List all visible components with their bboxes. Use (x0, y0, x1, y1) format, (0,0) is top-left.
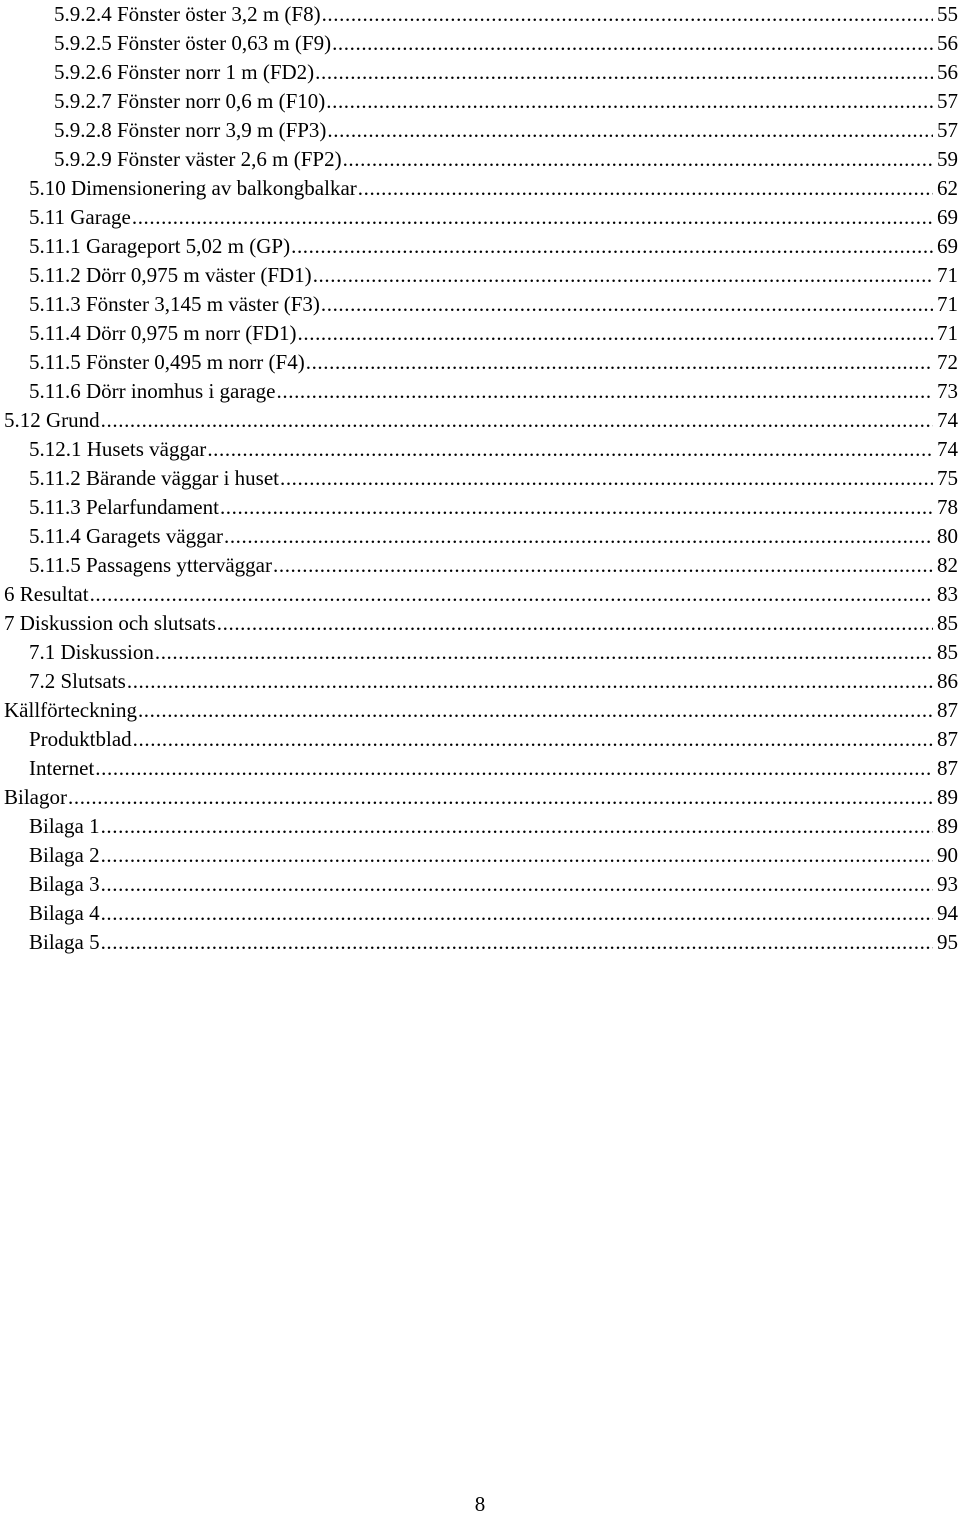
toc-dot-leader (138, 696, 933, 725)
toc-dot-leader (280, 464, 933, 493)
toc-dot-leader (291, 232, 933, 261)
toc-entry-title: 5.11.3 Pelarfundament (29, 495, 219, 519)
toc-entry[interactable] (4, 580, 958, 609)
toc-entry-page: 78 (937, 495, 958, 519)
toc-dot-leader (95, 754, 933, 783)
toc-dot-leader (315, 58, 933, 87)
toc-entry-title: 5.11.5 Passagens ytterväggar (29, 553, 272, 577)
toc-entry-page: 57 (937, 118, 958, 142)
toc-dot-leader (101, 841, 933, 870)
toc-entry[interactable] (29, 464, 958, 493)
toc-entry[interactable] (29, 377, 958, 406)
toc-dot-leader (321, 290, 933, 319)
toc-entry[interactable] (54, 29, 958, 58)
toc-dot-leader (326, 87, 933, 116)
toc-entry[interactable] (54, 58, 958, 87)
toc-entry-title: Bilagor (4, 785, 67, 809)
page-number: 8 (474, 1492, 486, 1516)
toc-dot-leader (217, 609, 933, 638)
toc-entry[interactable] (29, 638, 958, 667)
toc-entry-title: 5.11.3 Fönster 3,145 m väster (F3) (29, 292, 320, 316)
toc-entry-title: 5.9.2.7 Fönster norr 0,6 m (F10) (54, 89, 326, 113)
toc-entry-title: 5.11.6 Dörr inomhus i garage (29, 379, 276, 403)
toc-entry-page: 87 (937, 727, 958, 751)
toc-entry-title: Bilaga 5 (29, 930, 100, 954)
toc-entry-page: 85 (937, 611, 958, 635)
toc-entry[interactable] (29, 928, 958, 957)
toc-dot-leader (277, 377, 933, 406)
toc-entry-page: 71 (937, 321, 958, 345)
toc-entry[interactable] (4, 783, 958, 812)
toc-entry[interactable] (54, 116, 958, 145)
toc-entry-title: Bilaga 3 (29, 872, 100, 896)
toc-entry-page: 55 (937, 2, 958, 26)
toc-entry-title: Internet (29, 756, 95, 780)
toc-entry-title: 5.9.2.9 Fönster väster 2,6 m (FP2) (54, 147, 342, 171)
toc-entry-title: 5.11.1 Garageport 5,02 m (GP) (29, 234, 291, 258)
toc-entry[interactable] (4, 696, 958, 725)
toc-entry-page: 74 (937, 408, 958, 432)
toc-entry[interactable] (29, 174, 958, 203)
toc-entry-title: 5.11 Garage (29, 205, 131, 229)
toc-entry-page: 93 (937, 872, 958, 896)
toc-entry[interactable] (54, 145, 958, 174)
toc-dot-leader (306, 348, 933, 377)
toc-entry-page: 89 (937, 785, 958, 809)
toc-entry-page: 69 (937, 234, 958, 258)
toc-entry-title: 5.9.2.6 Fönster norr 1 m (FD2) (54, 60, 315, 84)
toc-entry-page: 94 (937, 901, 958, 925)
toc-dot-leader (322, 0, 933, 29)
toc-entry-title: 7.2 Slutsats (29, 669, 126, 693)
toc-entry-title: Källförteckning (4, 698, 137, 722)
toc-entry-page: 85 (937, 640, 958, 664)
toc-entry[interactable] (29, 754, 958, 783)
toc-entry[interactable] (29, 290, 958, 319)
toc-entry-page: 71 (937, 263, 958, 287)
toc-entry-title: 5.11.4 Dörr 0,975 m norr (FD1) (29, 321, 297, 345)
toc-dot-leader (343, 145, 933, 174)
toc-entry-page: 71 (937, 292, 958, 316)
toc-dot-leader (101, 406, 933, 435)
toc-entry[interactable] (29, 435, 958, 464)
toc-entry-page: 90 (937, 843, 958, 867)
toc-entry[interactable] (4, 406, 958, 435)
toc-entry-page: 95 (937, 930, 958, 954)
toc-entry-title: 5.10 Dimensionering av balkongbalkar (29, 176, 357, 200)
toc-dot-leader (90, 580, 933, 609)
toc-dot-leader (332, 29, 933, 58)
toc-entry[interactable] (29, 522, 958, 551)
toc-dot-leader (101, 928, 933, 957)
toc-entry[interactable] (29, 725, 958, 754)
toc-entry[interactable] (4, 609, 958, 638)
toc-entry-page: 87 (937, 756, 958, 780)
toc-entry[interactable] (29, 261, 958, 290)
toc-dot-leader (358, 174, 933, 203)
toc-entry-page: 75 (937, 466, 958, 490)
toc-entry-title: Produktblad (29, 727, 132, 751)
toc-dot-leader (132, 203, 933, 232)
toc-entry[interactable] (29, 493, 958, 522)
toc-entry-page: 89 (937, 814, 958, 838)
toc-entry-page: 62 (937, 176, 958, 200)
toc-entry-title: 5.9.2.4 Fönster öster 3,2 m (F8) (54, 2, 321, 26)
toc-dot-leader (68, 783, 933, 812)
toc-dot-leader (101, 870, 933, 899)
toc-entry[interactable] (29, 667, 958, 696)
toc-entry-page: 82 (937, 553, 958, 577)
toc-entry-page: 87 (937, 698, 958, 722)
toc-dot-leader (101, 812, 933, 841)
toc-entry-title: 5.11.2 Bärande väggar i huset (29, 466, 279, 490)
toc-entry-page: 57 (937, 89, 958, 113)
toc-entry[interactable] (54, 0, 958, 29)
toc-entry-title: 6 Resultat (4, 582, 89, 606)
toc-entry-title: 5.12.1 Husets väggar (29, 437, 207, 461)
toc-entry[interactable] (29, 899, 958, 928)
toc-entry-title: Bilaga 2 (29, 843, 100, 867)
toc-dot-leader (101, 899, 933, 928)
toc-dot-leader (207, 435, 933, 464)
toc-dot-leader (127, 667, 933, 696)
toc-entry-page: 83 (937, 582, 958, 606)
toc-entry-title: 5.12 Grund (4, 408, 100, 432)
toc-entry[interactable] (54, 87, 958, 116)
toc-dot-leader (313, 261, 933, 290)
toc-entry-title: 5.11.5 Fönster 0,495 m norr (F4) (29, 350, 305, 374)
toc-entry-page: 59 (937, 147, 958, 171)
toc-entry-title: Bilaga 1 (29, 814, 100, 838)
toc-dot-leader (327, 116, 933, 145)
toc-entry[interactable] (29, 812, 958, 841)
toc-entry-page: 73 (937, 379, 958, 403)
toc-entry-title: 5.9.2.8 Fönster norr 3,9 m (FP3) (54, 118, 327, 142)
toc-entry[interactable] (29, 319, 958, 348)
toc-entry-page: 72 (937, 350, 958, 374)
toc-dot-leader (220, 493, 933, 522)
toc-entry-page: 56 (937, 60, 958, 84)
toc-entry[interactable] (29, 841, 958, 870)
toc-entry-page: 69 (937, 205, 958, 229)
toc-entry-title: 5.9.2.5 Fönster öster 0,63 m (F9) (54, 31, 332, 55)
toc-entry[interactable] (29, 551, 958, 580)
toc-entry-page: 80 (937, 524, 958, 548)
toc-dot-leader (133, 725, 933, 754)
toc-entry[interactable] (29, 870, 958, 899)
toc-entry-title: 5.11.2 Dörr 0,975 m väster (FD1) (29, 263, 312, 287)
toc-dot-leader (224, 522, 933, 551)
toc-dot-leader (273, 551, 933, 580)
toc-entry-title: 5.11.4 Garagets väggar (29, 524, 223, 548)
toc-entry[interactable] (29, 348, 958, 377)
toc-entry-title: Bilaga 4 (29, 901, 100, 925)
toc-entry-title: 7 Diskussion och slutsats (4, 611, 216, 635)
toc-entry-page: 56 (937, 31, 958, 55)
toc-entry[interactable] (29, 232, 958, 261)
toc-dot-leader (298, 319, 933, 348)
toc-entry-page: 74 (937, 437, 958, 461)
toc-dot-leader (155, 638, 933, 667)
toc-entry-page: 86 (937, 669, 958, 693)
toc-entry-title: 7.1 Diskussion (29, 640, 154, 664)
toc-entry[interactable] (29, 203, 958, 232)
